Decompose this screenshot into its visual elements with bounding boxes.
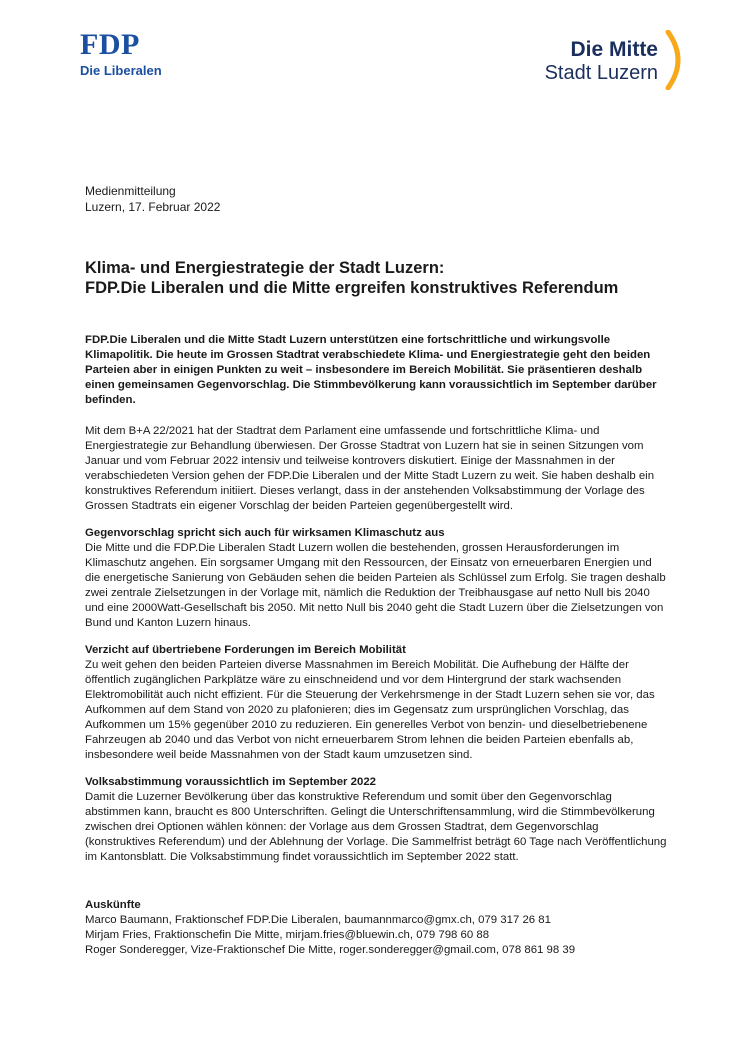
section-text-climate: Die Mitte und die FDP.Die Liberalen Stadt Luzern wollen die bestehenden, grossen Herausforderungen im Klimaschutz angehen. Ein sorgsamer Umgang mit den Ressourcen, der Einsatz von erneuerbaren Energien und die energetische Sanierung von Gebäuden sehen die beiden Parteien als Schlüssel zum Erfolg. Sie tragen deshalb zwei zentrale Zielsetzungen in der Vorlage mit, nämlich die Reduktion der Treibhausgase auf netto Null bis 2040 und eine 2000Watt-Gesellschaft bis 2050. Mit netto Null bis 2040 geht die Stadt Luzern über die Zielsetzungen von Bund und Kanton Luzern hinaus. <box>85 542 666 629</box>
title-line-1: Klima- und Energiestrategie der Stadt Luzern: <box>85 259 445 277</box>
die-mitte-logo <box>518 30 688 90</box>
intro-paragraph: Mit dem B+A 22/2021 hat der Stadtrat dem Parlament eine umfassende und fortschrittliche Klima- und Energiestrategie zur Behandlung überwiesen. Der Grosse Stadtrat von Luzern hat sie in seinen Sitzungen vom Januar und vom Februar 2022 intensiv und teilweise kontrovers diskutiert. Einige der Massnahmen in der verabschiedeten Version gehen der FDP.Die Liberalen und der Mitte Stadt Luzern zu weit. Sie haben deshalb ein konstruktives Referendum initiiert. Dieses verlangt, dass in der anstehenden Volksabstimmung der Vorlage des Grossen Stadtrats ein eigener Vorschlag der beiden Parteien gegenübergestellt wird. <box>85 425 655 512</box>
contact-line: Mirjam Fries, Fraktionschefin Die Mitte, mirjam.fries@bluewin.ch, 079 798 60 88 <box>85 929 490 941</box>
fdp-logo <box>80 30 162 78</box>
release-type: Medienmitteilung <box>85 184 176 198</box>
release-meta <box>85 183 670 215</box>
die-mitte-logo-line1: Die Mitte <box>570 38 658 61</box>
section-heading-mobility: Verzicht auf übertriebene Forderungen im Bereich Mobilität <box>85 644 406 656</box>
contacts-heading: Auskünfte <box>85 899 141 911</box>
contact-line: Marco Baumann, Fraktionschef FDP.Die Liberalen, baumannmarco@gmx.ch, 079 317 26 81 <box>85 914 551 926</box>
fdp-logo-name: FDP <box>80 28 140 61</box>
contacts <box>85 898 670 958</box>
title-line-2: FDP.Die Liberalen und die Mitte ergreifen konstruktives Referendum <box>85 279 619 297</box>
release-place-date: Luzern, 17. Februar 2022 <box>85 200 221 214</box>
section-heading-climate: Gegenvorschlag spricht sich auch für wirksamen Klimaschutz aus <box>85 527 445 539</box>
lead-paragraph: FDP.Die Liberalen und die Mitte Stadt Luzern unterstützen eine fortschrittliche und wirkungsvolle Klimapolitik. Die heute im Grossen Stadtrat verabschiedete Klima- und Energiestrategie geht den beiden Parteien aber in einigen Punkten zu weit – insbesondere im Bereich Mobilität. Sie präsentieren deshalb einen gemeinsamen Gegenvorschlag. Die Stimmbevölkerung kann voraussichtlich im September darüber befinden. <box>85 334 657 406</box>
press-release <box>85 183 670 958</box>
page-title <box>85 258 670 298</box>
section-heading-vote: Volksabstimmung voraussichtlich im September 2022 <box>85 776 376 788</box>
contact-line: Roger Sonderegger, Vize-Fraktionschef Die Mitte, roger.sonderegger@gmail.com, 078 861 98 39 <box>85 944 576 956</box>
section-text-vote: Damit die Luzerner Bevölkerung über das konstruktive Referendum und somit über den Gegenvorschlag abstimmen kann, braucht es 800 Unterschriften. Gelingt die Unterschriftensammlung, wird die Stimmbevölkerung zwischen drei Optionen wählen können: der Vorlage aus dem Grossen Stadtrat, dem Gegenvorschlag (konstruktives Referendum) und der Ablehnung der Vorlage. Die Sammelfrist beträgt 60 Tage nach Veröffentlichung im Kantonsblatt. Die Volksabstimmung findet voraussichtlich im September 2022 statt. <box>85 791 667 863</box>
mitte-arc-icon <box>662 30 688 90</box>
die-mitte-logo-line2: Stadt Luzern <box>544 62 658 84</box>
fdp-logo-subtitle: Die Liberalen <box>80 63 162 78</box>
section-text-mobility: Zu weit gehen den beiden Parteien diverse Massnahmen im Bereich Mobilität. Die Aufhebung der Hälfte der öffentlich zugänglichen Parkplätze wäre zu einschneidend und vor dem Hintergrund der stark wachsenden Elektromobilität auch nicht effizient. Für die Steuerung der Verkehrsmenge in der Stadt Luzern sehen sie vor, das Aufkommen auf dem Stand von 2020 zu plafonieren; dies im Gegensatz zum ursprünglichen Vorschlag, das Aufkommen um 15% gegenüber 2010 zu reduzieren. Ein generelles Verbot von benzin- und dieselbetriebenene Fahrzeugen ab 2040 und das Verbot von nicht erneuerbarem Strom lehnen die beiden Parteien ebenfalls ab, insbesondere weil beide Massnahmen von der Stadt kaum umzusetzen sind. <box>85 659 655 761</box>
